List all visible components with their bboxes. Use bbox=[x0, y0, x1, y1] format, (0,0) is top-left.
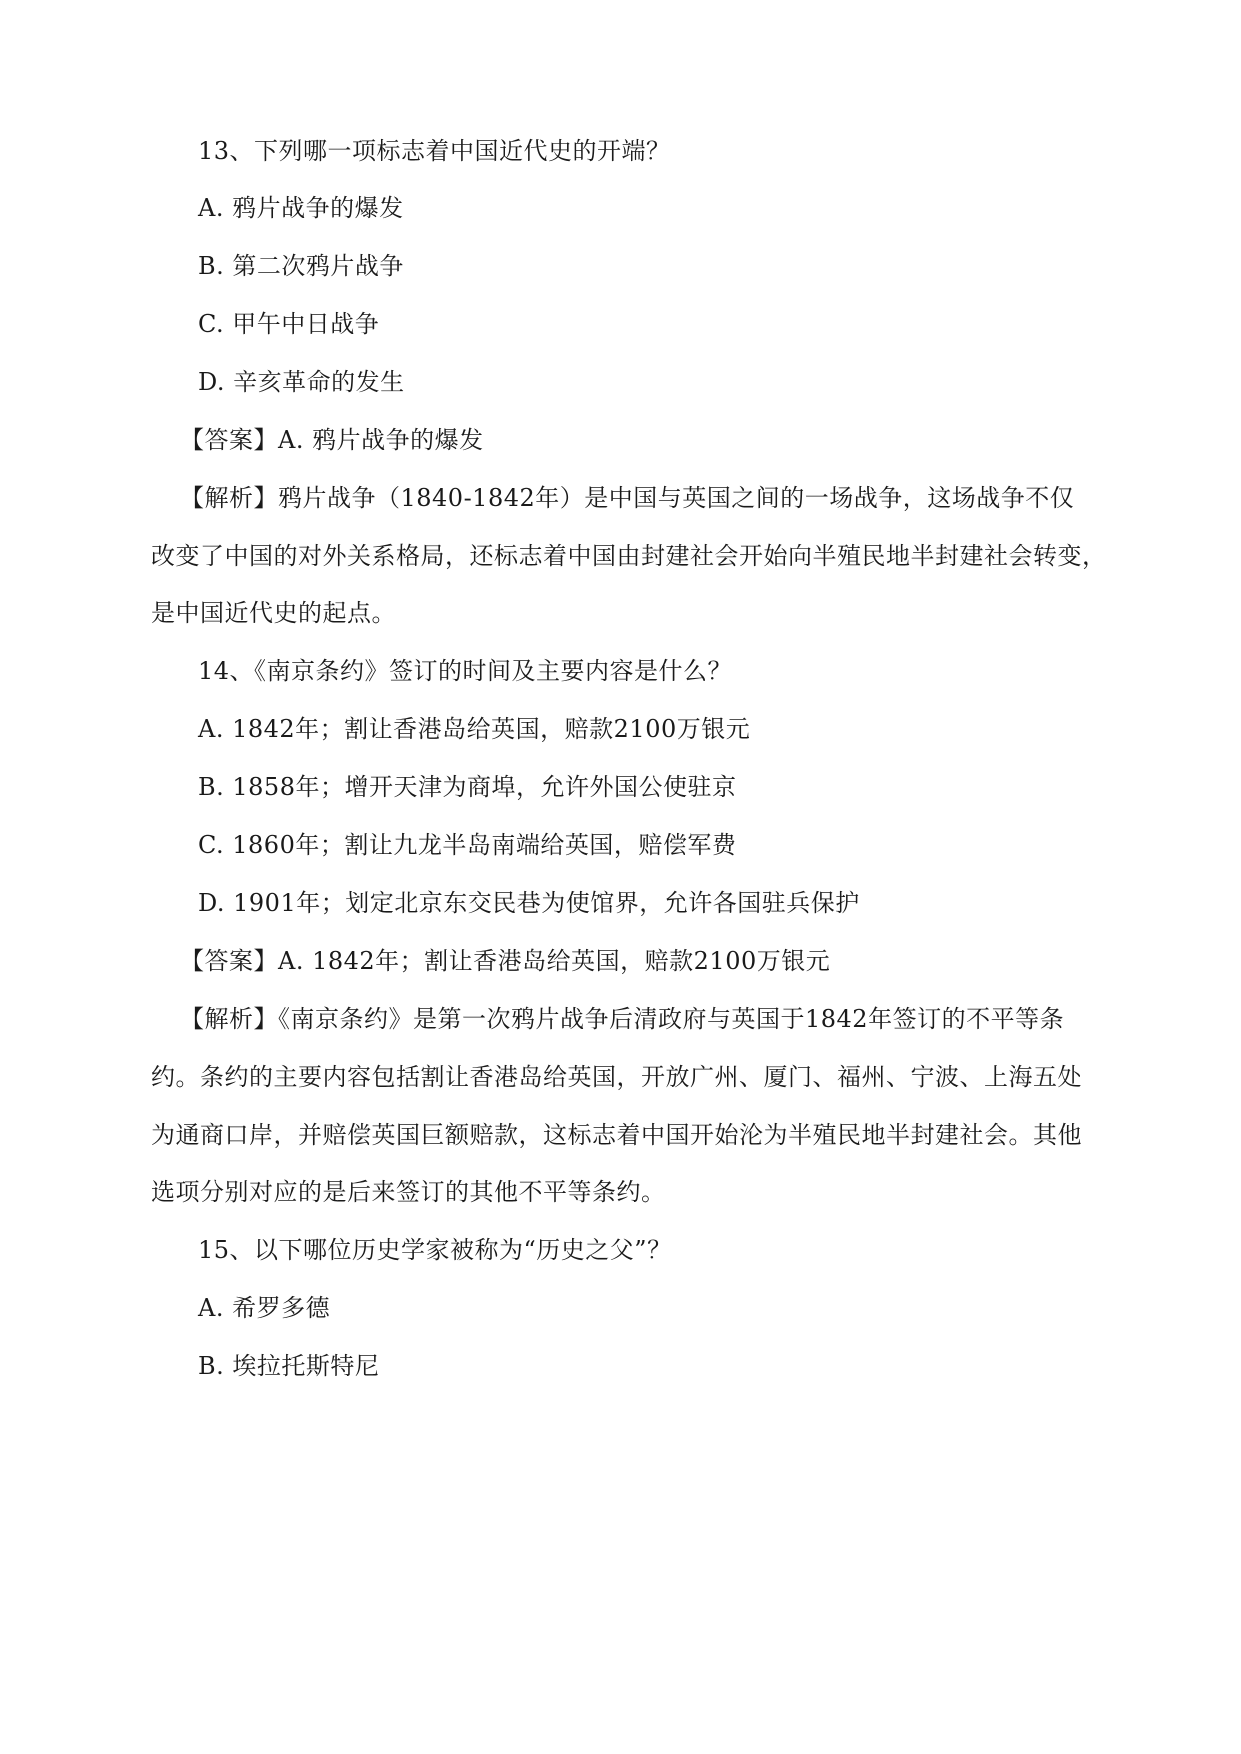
question-13: 13、下列哪一项标志着中国近代史的开端？ bbox=[198, 137, 671, 165]
question-14-explanation-line: 约。条约的主要内容包括割让香港岛给英国，开放广州、厦门、福州、宁波、上海五处 bbox=[151, 1063, 1082, 1091]
question-13-answer: 【答案】A. 鸦片战争的爆发 bbox=[180, 426, 484, 454]
question-13-explanation-line: 【解析】鸦片战争（1840-1842年）是中国与英国之间的一场战争，这场战争不仅 bbox=[180, 484, 1075, 512]
question-14-option-a: A. 1842年；割让香港岛给英国，赔款2100万银元 bbox=[198, 715, 751, 743]
question-14-answer: 【答案】A. 1842年；割让香港岛给英国，赔款2100万银元 bbox=[180, 947, 831, 975]
question-13-option-b: B. 第二次鸦片战争 bbox=[198, 252, 404, 280]
question-15: 15、以下哪位历史学家被称为“历史之父”？ bbox=[198, 1236, 672, 1264]
question-14-explanation-line: 选项分别对应的是后来签订的其他不平等条约。 bbox=[151, 1178, 666, 1206]
question-15-option-b: B. 埃拉托斯特尼 bbox=[198, 1352, 380, 1380]
question-13-explanation-line: 是中国近代史的起点。 bbox=[151, 599, 396, 627]
question-13-option-d: D. 辛亥革命的发生 bbox=[198, 368, 405, 396]
question-14-option-b: B. 1858年；增开天津为商埠，允许外国公使驻京 bbox=[198, 773, 737, 801]
question-15-option-a: A. 希罗多德 bbox=[198, 1294, 331, 1322]
question-14-option-d: D. 1901年；划定北京东交民巷为使馆界，允许各国驻兵保护 bbox=[198, 889, 860, 917]
question-14: 14、《南京条约》签订的时间及主要内容是什么？ bbox=[198, 657, 733, 685]
question-14-explanation-line: 【解析】《南京条约》是第一次鸦片战争后清政府与英国于1842年签订的不平等条 bbox=[180, 1005, 1065, 1033]
question-14-option-c: C. 1860年；割让九龙半岛南端给英国，赔偿军费 bbox=[198, 831, 737, 859]
question-13-option-a: A. 鸦片战争的爆发 bbox=[198, 194, 404, 222]
question-13-option-c: C. 甲午中日战争 bbox=[198, 310, 380, 338]
question-14-explanation-line: 为通商口岸，并赔偿英国巨额赔款，这标志着中国开始沦为半殖民地半封建社会。其他 bbox=[151, 1121, 1082, 1149]
question-13-explanation-line: 改变了中国的对外关系格局，还标志着中国由封建社会开始向半殖民地半封建社会转变， bbox=[151, 542, 1107, 570]
